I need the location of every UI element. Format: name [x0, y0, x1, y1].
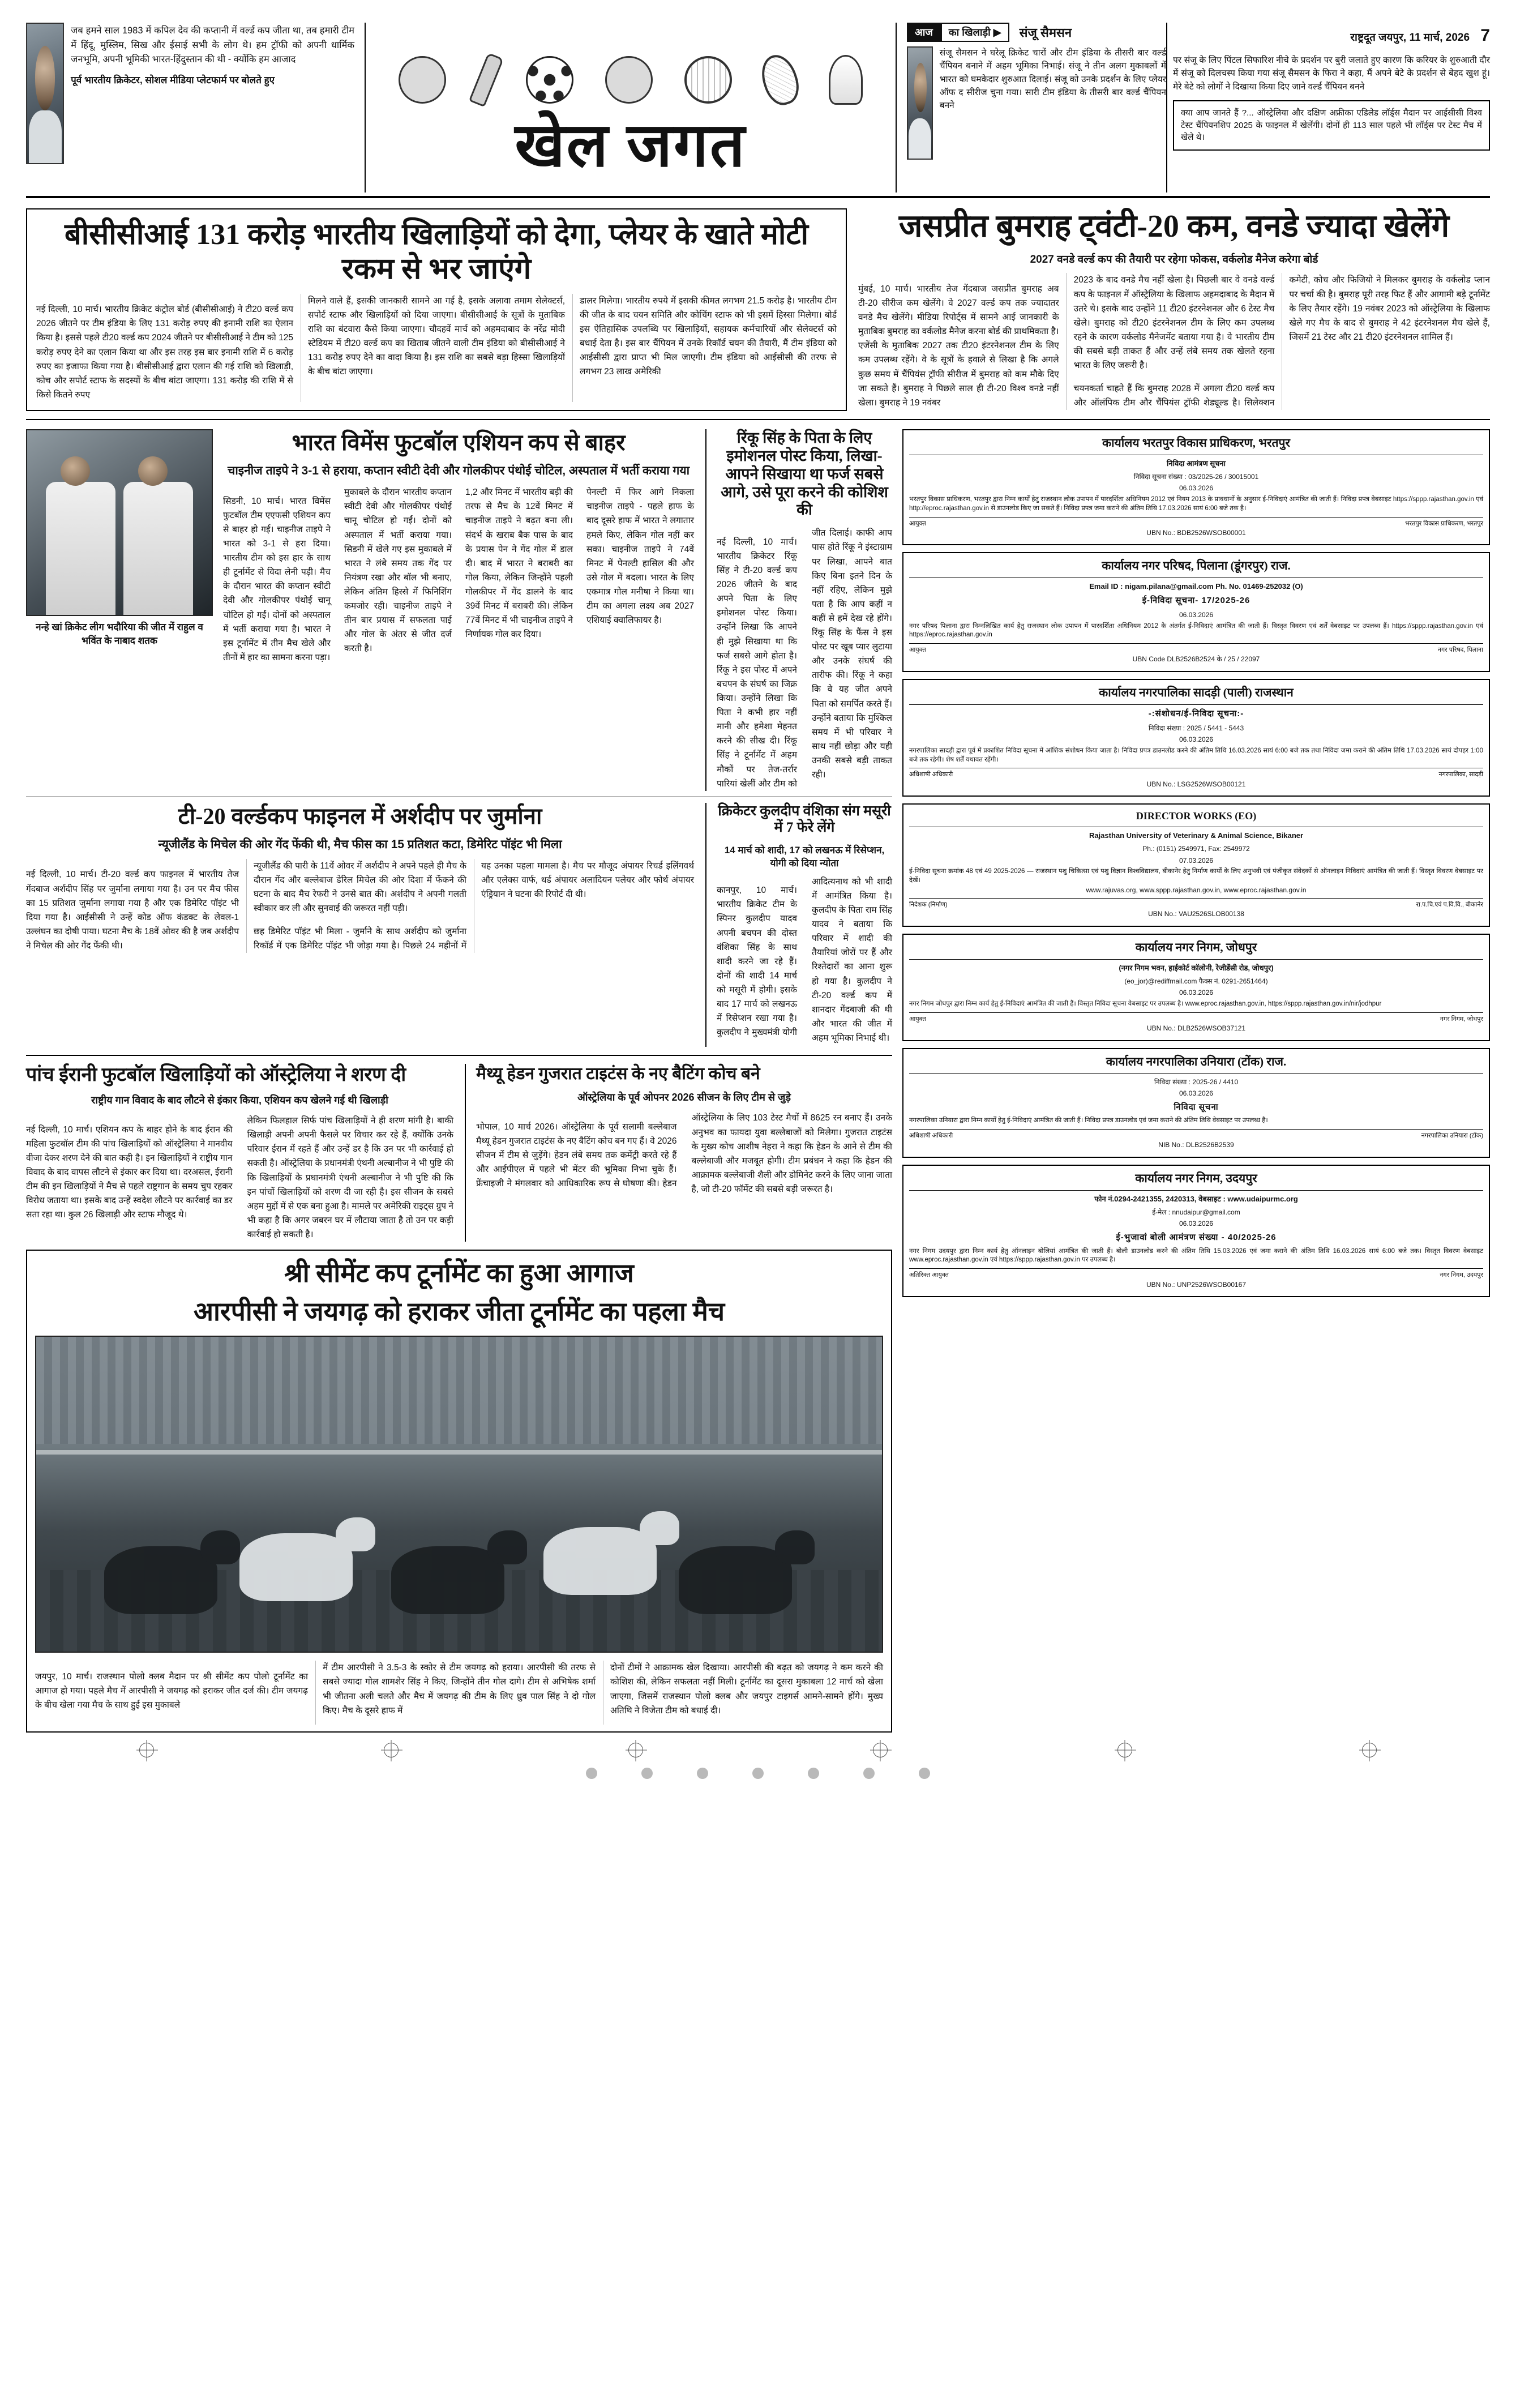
player-tag-aaj: आज	[907, 23, 941, 42]
ad-office: भरतपुर विकास प्राधिकरण, भरतपुर	[1404, 520, 1483, 527]
cricket-bat-icon	[468, 52, 503, 107]
ad-signatory: अतिरिक्त आयुक्त	[909, 1272, 949, 1279]
masthead-right-text: पर संजू के लिए पिंटल सिफारिश नीचे के प्रदर्शन पर बुरी जलाते हुए कारण कि करियर के शुरुआती दौर में संजू को दिलचस्प किया गया संजू सैमसन के फिरा ने कहा, मैं अपने बेटे के प्रदर्शन से बेहद खुश हूं। मेरे बेटे को लोगों ने दिखाया किया दिए जाने वर्ल्ड चैंपियन बनने	[1173, 55, 1490, 92]
ad-notice-heading: ई-भुजावां बोली आमंत्रण संख्या - 40/2025-26	[1116, 1232, 1277, 1242]
feature-headline-2: आरपीसी ने जयगढ़ को हराकर जीता टूर्नामेंट का पहला मैच	[193, 1297, 725, 1327]
ad-office: नगर निगम, उदयपुर	[1440, 1272, 1483, 1279]
shuttlecock-icon	[829, 55, 863, 105]
arshdeep-kuldeep-row	[26, 803, 892, 1047]
bumrah-body	[858, 273, 1490, 409]
polo-horse-5	[679, 1546, 792, 1614]
bcci-headline: बीसीसीआई 131 करोड़ भारतीय खिलाड़ियों को देगा, प्लेयर के खाते मोटी रकम से भर जाएंगे	[65, 219, 808, 286]
iran-subheadline: राष्ट्रीय गान विवाद के बाद लौटने से इंकार किया, एशियन कप खेलने गई थी खिलाड़ी	[91, 1094, 388, 1106]
rinku-body	[717, 526, 892, 790]
ad-signatory: अधिशाषी अधिकारी	[909, 771, 953, 779]
section-divider-3	[26, 1055, 892, 1056]
ad-ubn-code: NIB No.: DLB2526B2539	[1158, 1141, 1234, 1149]
ad-office: नगरपालिका उनियारा (टोंक)	[1421, 1132, 1483, 1140]
article-bumrah	[858, 208, 1490, 411]
masthead-left-quote	[26, 23, 360, 193]
ad-body: नगरपालिका उनियारा द्वारा निम्न कार्यों हेतु ई-निविदाएं आमंत्रित की जाती हैं। निविदा प्रपत्र डाउनलोड एवं जमा कराने की अंतिम तिथि वेबसाइट पर उपलब्ध है।	[909, 1117, 1268, 1124]
ad-ref-line: निविदा संख्या : 2025-26 / 4410	[1154, 1077, 1239, 1086]
ad-ubn-code: UBN No.: BDB2526WSOB00001	[1146, 528, 1246, 537]
ad-body: ई-निविदा सूचना क्रमांक 48 एवं 49 2025-2026 — राजस्थान पशु चिकित्सा एवं पशु विज्ञान विश्वविद्यालय, बीकानेर हेतु निर्माण कार्यों के लिए अनुभवी एवं पंजीकृत संवेदकों से ऑनलाइन निविदाएं आमंत्रित की जाती हैं। विस्तृत विवरण वेबसाइट पर देखें।	[909, 868, 1484, 884]
ad-office: नगरपालिका, सादड़ी	[1438, 771, 1483, 779]
football-col4: पेनल्टी में फिर आगे निकला चाइनीज ताइपे - पहले हाफ के बाद दूसरे हाफ में भारत ने लगातार हमले किए, लेकिन गोल नहीं कर सका। चाइनीज ताइपे ने 74वें मिनट में पेनल्टी हासिल की और उसे गोल में बदला। भारत के लिए एकमात्र गोल मनीषा ने किया था। टीम का अगला लक्ष्य अब 2027 एशियाई क्वालिफायर है।	[586, 487, 694, 626]
ad-body: नगर निगम उदयपुर द्वारा निम्न कार्य हेतु ऑनलाइन बोलियां आमंत्रित की जाती हैं। बोली डाउनलोड करने की अंतिम तिथि 15.03.2026 एवं जमा कराने की अंतिम तिथि 16.03.2026 सायं 6:00 बजे तक। विस्तृत विवरण वेबसाइट www.eproc.rajasthan.gov.in एवं https://sppp.rajasthan.gov.in पर उपलब्ध है।	[909, 1247, 1483, 1264]
registration-mark	[628, 1743, 643, 1757]
photo-caption: नन्हे खां क्रिकेट लीग भदौरिया की जीत में राहुल व भविंत के नाबाद शतक	[36, 621, 203, 646]
main-content-grid	[26, 429, 1490, 1733]
feature-col2: में टीम आरपीसी ने 3.5-3 के स्कोर से टीम जयगढ़ को हराया। आरपीसी की तरफ से सबसे ज्यादा गोल शामशेर सिंह ने किए, जिन्होंने तीन गोल दागे। टीम से अभिषेक शर्मा भी जीतना अली चलते और मैच में जयगढ़ की टीम के लिए ध्रुव पाल सिंह ने दो गोल किए। मैच के दूसरे हाफ में	[323, 1663, 596, 1716]
arshdeep-subheadline: न्यूजीलैंड के मिचेल की ओर गेंद फेंकी थी, मैच फीस का 15 प्रतिशत कटा, डिमेरिट पॉइंट भी मिला	[158, 837, 562, 851]
ad-title: कार्यालय नगर परिषद, पिलाना (डूंगरपुर) राज.	[909, 558, 1483, 578]
registration-mark	[1117, 1743, 1132, 1757]
feature-headline-1: श्री सीमेंट कप टूर्नामेंट का हुआ आगाज	[284, 1259, 634, 1288]
iran-body	[26, 1114, 453, 1242]
ad-date: 06.03.2026	[1179, 611, 1214, 619]
arshdeep-col1: नई दिल्ली, 10 मार्च। टी-20 वर्ल्ड कप फाइनल में भारतीय तेज गेंदबाज अर्शदीप सिंह पर जुर्माना लगाया गया है। उन पर मैच फीस का 15 प्रतिशत जुर्माना लगाया गया है और एक डिमेरिट पॉइंट भी दिया गया है। आईसीसी ने उन्हें कोड ऑफ कंडक्ट के लेवल-1 उल्लंघन का दोषी पाया। घटना मैच के 18वें ओवर की है जब अर्शदीप ने मिचेल की ओर गेंद फेंकी थी।	[26, 870, 239, 951]
ad-signatory: आयुक्त	[909, 520, 926, 527]
ad-subtitle: निविदा आमंत्रण सूचना	[1167, 459, 1226, 468]
photo-crowd-band	[36, 1337, 882, 1444]
player-tag-ka-khiladi: का खिलाड़ी ▶	[941, 23, 1009, 42]
ad-email[interactable]: ई-मेल : nnudaipur@gmail.com	[1152, 1208, 1240, 1216]
bumrah-col2: 2023 के बाद वनडे मैच नहीं खेला है। पिछली बार वे वनडे वर्ल्ड कप के फाइनल में ऑस्ट्रेलिया के खिलाफ अहमदाबाद के मैदान में उतरे थे। इसके बाद उन्होंने 11 टी20 इंटरनेशनल और 6 टेस्ट मैच खेले। बुमराह को टी20 इंटरनेशनल टीम के लिए कम उपलब्ध रहने के कारण वर्कलोड मैनेजमेंट बताया गया है। वे भारतीय टीम की सबसे बड़ी ताकत हैं और उन्हें लंबे समय तक खेलते रहना भारत के लिए जरूरी है।	[1073, 275, 1275, 371]
ad-subtitle: (नगर निगम भवन, हाईकोर्ट कॉलोनी, रेजीडेंसी रोड, जोधपुर)	[1119, 964, 1274, 972]
ad-date: 06.03.2026	[1179, 1089, 1214, 1098]
masthead	[26, 23, 1490, 198]
hayden-subheadline: ऑस्ट्रेलिया के पूर्व ओपनर 2026 सीजन के लिए टीम से जुड़े	[577, 1092, 791, 1104]
ad-nagarpalika-uniyara	[902, 1048, 1490, 1158]
calibration-dot	[641, 1768, 653, 1779]
cricket-ball-icon	[399, 56, 446, 104]
section-divider-1	[26, 419, 1490, 420]
calibration-dot	[863, 1768, 875, 1779]
sports-icons-strip	[366, 46, 896, 114]
cricket-league-photo	[26, 429, 213, 616]
rinku-headline: रिंकू सिंह के पिता के लिए इमोशनल पोस्ट किया, लिखा- आपने सिखाया था फर्ज सबसे आगे, उसे पूरा करने की कोशिश की	[721, 429, 888, 519]
ad-ref-line: Ph.: (0151) 2549971, Fax: 2549972	[1142, 844, 1250, 853]
ad-signatory: आयुक्त	[909, 1015, 926, 1023]
ad-body: नगर निगम जोधपुर द्वारा निम्न कार्य हेतु ई-निविदाएं आमंत्रित की जाती हैं। विस्तृत निविदा सूचना वेबसाइट पर उपलब्ध है। www.eproc.rajasthan.gov.in, https://sppp.rajasthan.gov.in/nir/jodhpur	[909, 1000, 1382, 1008]
football-body	[223, 485, 694, 665]
polo-horse-1	[104, 1546, 217, 1614]
kuldeep-text: कानपुर, 10 मार्च। भारतीय क्रिकेट टीम के स्पिनर कुलदीप यादव अपनी बचपन की दोस्त वंशिका सिंह के साथ शादी करने जा रहे हैं। दोनों की शादी 14 मार्च को मसूरी में होगी। इसके बाद 17 मार्च को लखनऊ में रिसेप्शन रखा गया है। कुलदीप ने मुख्यमंत्री योगी आदित्यनाथ को भी शादी में आमंत्रित किया है। कुलदीप के पिता राम सिंह यादव ने बताया कि परिवार में शादी की तैयारियां जोरों पर हैं और रिश्तेदारों का आना शुरू हो गया है। कुलदीप ने टी-20 वर्ल्ड कप में शानदार गेंदबाजी की थी और भारत की जीत में अहम भूमिका निभाई थी।	[717, 876, 892, 1043]
ad-office: नगर परिषद, पिलाना	[1437, 647, 1483, 654]
ad-ubn-code: UBN Code DLB2526B2524 के / 25 / 22097	[1132, 655, 1260, 664]
feature-body	[35, 1661, 883, 1725]
feature-col3: दोनों टीमों ने आक्रामक खेल दिखाया। आरपीसी की बढ़त को जयगढ़ ने कम करने की कोशिश की, लेकिन सफलता नहीं मिली। टूर्नामेंट का दूसरा मुकाबला 12 मार्च को खेला जाएगा, जिसमें राजस्थान पोलो क्लब और जयपुर टाइगर्स आमने-सामने होंगे। मुख्य अतिथि ने विजेता टीम को बधाई दी।	[610, 1663, 883, 1716]
ad-ubn-code: UBN No.: DLB2526WSOB37121	[1146, 1024, 1246, 1033]
registration-mark	[384, 1743, 399, 1757]
ad-ubn-code: UBN No.: UNP2526WSOB00167	[1146, 1280, 1247, 1289]
quote-attribution: पूर्व भारतीय क्रिकेटर, सोशल मीडिया प्लेटफार्म पर बोलते हुए	[71, 74, 275, 85]
football-col2: मुकाबले के दौरान भारतीय कप्तान स्वीटी देवी और गोलकीपर पंथोई चानू चोटिल हो गईं। दोनों को अस्पताल में भर्ती कराया गया। सिडनी में खेले गए इस मुकाबले में भारत ने लंबे समय तक गेंद पर नियंत्रण रखा और बॉल भी बनाए, लेकिन अंतिम हिस्से में फिनिशिंग कमजोर रही। चाइनीज ताइपे ने तीन बार प्रयास में सफलता पाई और गोल के अंतर से जीत दर्ज करती है।	[344, 487, 452, 654]
dateline: राष्ट्रदूत जयपुर, 11 मार्च, 2026	[1350, 32, 1470, 44]
ad-body: नगर परिषद पिलाना द्वारा निम्नलिखित कार्य हेतु राजस्थान लोक उपापन में पारदर्शिता अधिनियम 2012 के अंतर्गत ई-निविदाएं आमंत्रित की जाती हैं। विस्तृत विवरण एवं शर्तें वेबसाइट पर उपलब्ध हैं। https://sppp.rajasthan.gov.in एवं https://eproc.rajasthan.gov.in	[909, 622, 1483, 639]
ad-bharatpur-development-authority	[902, 429, 1490, 545]
page-number: 7	[1480, 26, 1490, 45]
polo-match-photo	[35, 1336, 883, 1653]
masthead-right	[1173, 23, 1490, 193]
iran-col2: लेकिन फिलहाल सिर्फ पांच खिलाड़ियों ने ही शरण मांगी है। बाकी खिलाड़ी अपनी अपनी फैसले पर विचार कर रहे हैं, क्योंकि उनके परिवार ईरान में रहते हैं और उन्हें डर है कि उन पर भी कार्रवाई हो सकती है। ऑस्ट्रेलिया के प्रधानमंत्री एंथनी अल्बानीज ने भी पुष्टि की कि खिलाड़ियों के प्रधानमंत्री एंथनी अल्बानीज ने भी पुष्टि की कि इन पांचों खिलाड़ियों को शरण दी जा रही है। इस सीजन के सबसे अहम मुद्दों में से एक बना हुआ है। मामले पर अमेरिकी राइट्स ग्रुप ने भी कहा है कि अगर जबरन घर में लौटाया जाता है तो उन पर कड़ी कार्रवाई हो सकती है।	[247, 1116, 453, 1239]
football-photo-block	[26, 429, 213, 665]
football-col3: 1,2 और मिनट में भारतीय बड़ी की तरफ से मैच के 12वें मिनट में चाइनीज ताइपे ने बढ़त बना ली। संदर्भ के खराब बैक पास के बाद के प्रयास पेन ने गेंद गोल में डाल दी। बाद में भारत ने बराबरी का गोल किया, लेकिन जिन्होंने पहली गोलकीपर में गेंद डालने के बाद 39वें मिनट में बराबरी की। लेकिन 77वें मिनट में भी चाइनीज ताइपे ने निर्णायक गोल कर दिया।	[465, 487, 573, 640]
former-cricketer-portrait	[26, 23, 64, 164]
ad-notice-heading: ई-निविदा सूचना- 17/2025-26	[1142, 596, 1251, 606]
bcci-body	[36, 294, 837, 402]
hayden-text: भोपाल, 10 मार्च 2026। ऑस्ट्रेलिया के पूर्व सलामी बल्लेबाज मैथ्यू हेडन गुजरात टाइटंस के नए बैटिंग कोच बन गए हैं। वे 2026 सीजन में टीम से जुड़ेंगे। हेडन लंबे समय तक कमेंट्री करते रहे हैं और आईपीएल में पहले भी मेंटर की भूमिका निभा चुके हैं। फ्रेंचाइजी ने मंगलवार को आधिकारिक रूप से घोषणा की। हेडन ऑस्ट्रेलिया के लिए 103 टेस्ट मैचों में 8625 रन बनाए हैं। उनके अनुभव का फायदा युवा बल्लेबाजों को मिलेगा। गुजरात टाइटंस के मुख्य कोच आशीष नेहरा ने कहा कि हेडन के आने से टीम की बल्लेबाजी और मजबूत होगी। टीम प्रबंधन ने कहा कि हेडन की आक्रामक बल्लेबाजी शैली और डोमिनेट करने के लिए जाना जाता है, जो टी-20 फॉर्मेट की सबसे बड़ी जरूरत है।	[476, 1113, 892, 1194]
photo-fence-line	[36, 1450, 882, 1455]
did-you-know-box: क्या आप जानते हैं ?... ऑस्ट्रेलिया और दक्षिण अफ्रीका एडिलेड लॉर्ड्स मैदान पर आईसीसी विश्व टेस्ट चैंपियनशिप 2025 के फाइनल में खेलेंगी। दोनों ही 113 साल पहले भी लॉर्ड्स पर टेस्ट मैच में खेले थे।	[1173, 100, 1490, 151]
ad-rajuvas-bikaner	[902, 803, 1490, 927]
registration-mark	[1362, 1743, 1377, 1757]
ad-office: रा.प.चि.एवं प.वि.वि., बीकानेर	[1416, 901, 1483, 909]
classified-ads-column	[902, 429, 1490, 1733]
ad-subtitle: -:संशोधन/ई-निविदा सूचना:-	[1148, 708, 1244, 718]
registration-mark	[139, 1743, 154, 1757]
football-col1: सिडनी, 10 मार्च। भारत विमेंस फुटबॉल टीम एएफसी एशियन कप से बाहर हो गई। चाइनीज ताइपे ने भारत को 3-1 से हरा दिया। भारतीय टीम को इस हार के साथ ही टूर्नामेंट से विदा लेनी पड़ी। मैच के दौरान भारत की कप्तान स्वीटी देवी और गोलकीपर पंथोई चानू चोटिल हो गईं। दोनों को अस्पताल में भर्ती कराया गया है। भारत ने इस टूर्नामेंट में तीन मैच खेले और तीनों में हार का सामना करना पड़ा।	[223, 496, 331, 662]
kuldeep-body	[717, 875, 892, 1047]
football-headline: भारत विमेंस फुटबॉल एशियन कप से बाहर	[292, 429, 626, 455]
ad-nagarpalika-sadri	[902, 679, 1490, 797]
arshdeep-col2: न्यूजीलैंड की पारी के 11वें ओवर में अर्शदीप ने अपने पहले ही मैच के दौरान गेंद और बल्लेबाज डेरिल मिचेल की ओर दिशा में फेंकने की घटना के बाद मैच रेफरी ने उनसे बात की। अर्शदीप ने अपनी गलती स्वीकार कर ली और सुनवाई की जरूरत नहीं पड़ी।	[254, 861, 466, 914]
ad-title: DIRECTOR WORKS (EO)	[909, 809, 1483, 827]
article-hayden	[465, 1064, 892, 1242]
football-and-rinku-row	[26, 429, 892, 791]
ad-ubn-code: UBN No.: LSG2526WSOB00121	[1146, 780, 1246, 788]
article-bcci-prize	[26, 208, 847, 411]
ad-ubn-code: UBN No.: VAU2526SLOB00138	[1148, 910, 1244, 918]
player-of-day-tag	[907, 23, 1166, 42]
ad-date: 06.03.2026	[1179, 989, 1214, 997]
masthead-center	[365, 23, 897, 193]
editorial-column	[26, 429, 892, 1733]
player-of-the-day	[901, 23, 1167, 193]
quote-text: जब हमने साल 1983 में कपिल देव की कप्तानी में वर्ल्ड कप जीता था, तब हमारी टीम में हिंदू, मुस्लिम, सिख और ईसाई सभी के लोग थे। हम ट्रॉफी को अपनी धार्मिक जनभूमि, अपनी भूमिकी भारत-हिंदुस्तान की थी - क्योंकि हम आजाद	[71, 25, 354, 65]
ad-title: कार्यालय नगरपालिका उनियारा (टोंक) राज.	[909, 1054, 1483, 1074]
ad-notice-heading: निविदा सूचना	[1174, 1102, 1219, 1112]
ad-nagar-nigam-jodhpur	[902, 934, 1490, 1041]
calibration-dot	[697, 1768, 708, 1779]
ad-body: भरतपुर विकास प्राधिकरण, भरतपुर द्वारा निम्न कार्यों हेतु राजस्थान लोक उपापन में पारदर्शिता अधिनियम 2012 एवं नियम 2013 के प्रावधानों के अनुसार ई-निविदाएं आमंत्रित की जाती हैं। निविदा प्रपत्र वेबसाइट https://sppp.rajasthan.gov.in एवं http://eproc.rajasthan.gov.in से डाउनलोड किए जा सकते हैं। निविदा प्रपत्र जमा कराने की अंतिम तिथि 17.03.2026 सायं 6:00 बजे तक है।	[909, 495, 1483, 512]
iran-col1: नई दिल्ली, 10 मार्च। एशियन कप के बाहर होने के बाद ईरान की महिला फुटबॉल टीम की पांच खिलाड़ियों को ऑस्ट्रेलिया ने मानवीय वीजा देकर शरण देने की बात कही है। इन खिलाड़ियों ने राष्ट्रीय गान विवाद के बाद वापस लौटने से इंकार कर दिया था। दरअसल, ईरानी टीम की इन खिलाड़ियों ने मैच से पहले राष्ट्रगान के समय चुप रहकर विरोध जताया था। इसके बाद उन्हें स्वदेश लौटने पर कार्रवाई का डर सता रहा था। कुल 26 खिलाड़ी और स्टाफ मौजूद थे।	[26, 1124, 233, 1220]
player-name: संजू सैमसन	[1019, 25, 1072, 40]
player-head-a	[61, 456, 90, 486]
ad-title: कार्यालय नगर निगम, उदयपुर	[909, 1170, 1483, 1191]
football-subheadline: चाइनीज ताइपे ने 3-1 से हराया, कप्तान स्वीटी देवी और गोलकीपर पंथोई चोटिल, अस्पताल में भर्ती कराया गया	[227, 464, 690, 478]
ad-date: 06.03.2026	[1179, 735, 1214, 744]
ad-nagar-parishad-pilana	[902, 552, 1490, 672]
player-text: संजू सैमसन ने घरेलू क्रिकेट चारों और टीम इंडिया के तीसरी बार वर्ल्ड चैंपियन बनाने में अहम भूमिका निभाई। संजू ने तीन अलग मुकाबलों में भारत को घमकेदार शुरुआत दिलाई। संजू को उनके प्रदर्शन के लिए प्लेयर ऑफ द सीरीज चुना गया। सारी टीम इंडिया के तीसरी बार वर्ल्ड चैंपियन बनने	[939, 48, 1166, 110]
polo-horse-4	[543, 1527, 657, 1595]
ad-subtitle: Email ID : nigam.pilana@gmail.com Ph. No. 01469-252032 (O)	[1089, 582, 1303, 591]
tennis-racket-icon	[756, 50, 804, 109]
bumrah-headline: जसप्रीत बुमराह ट्वंटी-20 कम, वनडे ज्यादा खेलेंगे	[898, 209, 1450, 244]
ad-ref-line: निविदा संख्या : 2025 / 5441 - 5443	[1148, 724, 1244, 732]
player-figure-a	[46, 482, 116, 615]
player-figure-b	[123, 482, 194, 615]
bumrah-col1: मुंबई, 10 मार्च। भारतीय तेज गेंदबाज जसप्रीत बुमराह अब टी-20 सीरीज कम खेलेंगे। वे 2027 वर्ल्ड कप तक ज्यादातर वनडे मैच खेलेंगे। मीडिया रिपोर्ट्स में सामने आई जानकारी के मुताबिक बुमराह का वर्कलोड मैनेज करना बोर्ड की प्राथमिकता है। एजेंसी के मुताबिक 2027 तक टी20 इंटरनेशनल टीम के लिए कम उपलब्ध रहेंगे। वे के सूत्रों के हवाले से लिखा है कि अगले कुछ समय में चैंपियंस ट्रॉफी सीरीज में बुमराह को कम मौके दिए जा सकते हैं। बुमराह ने पिछले साल ही टी-20 विश्व वनडे नहीं खेला। बुमराह ने 19 नवंबर	[858, 284, 1059, 408]
calibration-dot	[752, 1768, 764, 1779]
quote-text-block	[71, 23, 354, 193]
tennis-ball-icon	[605, 56, 653, 104]
article-polo-feature	[26, 1250, 892, 1733]
dateline-row	[1173, 23, 1490, 48]
ad-signatory: आयुक्त	[909, 647, 926, 654]
masthead-title: खेल जगत	[515, 112, 747, 179]
calibration-dot	[919, 1768, 930, 1779]
iran-headline: पांच ईरानी फुटबॉल खिलाड़ियों को ऑस्ट्रेलिया ने शरण दी	[26, 1064, 406, 1086]
kuldeep-subheadline: 14 मार्च को शादी, 17 को लखनऊ में रिसेप्शन, योगी को दिया न्योता	[724, 844, 885, 869]
player-photo	[907, 46, 933, 160]
bumrah-col3: चयनकर्ता चाहते हैं कि बुमराह 2028 में अगला टी20 वर्ल्ड कप और ऑलंपिक टीम और चैंपियंस ट्रॉफी शेड्यूल्ड है। सिलेक्शन कमेटी, कोच और फिजियो ने मिलकर बुमराह के वर्कलोड प्लान पर चर्चा की है। बुमराह पूरी तरह फिट हैं और आगामी बड़े टूर्नामेंट के लिए तैयार रहेंगे। 19 नवंबर 2023 को ऑस्ट्रेलिया के खिलाफ खेले गए मैच के बाद से बुमराह ने 42 इंटरनेशनल मैच खेले हैं, जिसमें 21 टेस्ट और 21 टी20 इंटरनेशनल शामिल हैं।	[1073, 275, 1490, 408]
player-head-b	[138, 456, 168, 486]
ad-title: कार्यालय नगरपालिका सादड़ी (पाली) राजस्थान	[909, 685, 1483, 705]
hayden-body	[476, 1111, 892, 1198]
ad-ref-line: निविदा सूचना संख्या : 03/2025-26 / 30015001	[1133, 472, 1259, 481]
ad-subtitle: Rajasthan University of Veterinary & Animal Science, Bikaner	[1089, 831, 1304, 840]
arshdeep-col3: छह डिमेरिट पॉइंट भी मिला - जुर्माने के साथ अर्शदीप को जुर्माना रिकॉर्ड में एक डिमेरिट पॉइंट भी जोड़ा गया है। पिछले 24 महीनों में यह उनका पहला मामला है। मैच पर मौजूद अंपायर रिचर्ड इलिंगवर्थ और एलेक्स वार्फ, थर्ड अंपायर अलादियन पलेयर और फोर्थ अंपायर एंड्रियान ने घटना की रिपोर्ट दी थी।	[254, 861, 694, 951]
article-kuldeep	[705, 803, 892, 1047]
article-womens-football	[26, 429, 694, 791]
ad-date: 06.03.2026	[1179, 1220, 1214, 1228]
arshdeep-body	[26, 859, 694, 953]
registration-marks	[26, 1743, 1490, 1757]
ad-date: 06.03.2026	[1179, 484, 1214, 493]
feature-col1: जयपुर, 10 मार्च। राजस्थान पोलो क्लब मैदान पर श्री सीमेंट कप पोलो टूर्नामेंट का आगाज हो गया। पहले मैच में आरपीसी ने जयगढ़ को हराकर जीत दर्ज की। टीम जयगढ़ के बीच खेला गया मैच के साथ हुई इस मुकाबले	[35, 1671, 308, 1710]
arshdeep-headline: टी-20 वर्ल्डकप फाइनल में अर्शदीप पर जुर्माना	[178, 803, 542, 829]
registration-mark	[873, 1743, 888, 1757]
ad-title: कार्यालय नगर निगम, जोधपुर	[909, 939, 1483, 960]
ad-signatory: अधिशाषी अधिकारी	[909, 1132, 953, 1140]
ad-contact-line: (eo_jor)@rediffmail.com फैक्स नं. 0291-2651464)	[1124, 977, 1268, 985]
lead-stories-row	[26, 208, 1490, 411]
ad-website[interactable]: www.rajuvas.org, www.sppp.rajasthan.gov.in, www.eproc.rajasthan.gov.in	[1086, 886, 1307, 894]
bcci-col1: नई दिल्ली, 10 मार्च। भारतीय क्रिकेट कंट्रोल बोर्ड (बीसीसीआई) ने टी20 वर्ल्ड कप 2026 जीतने पर टीम इंडिया के लिए 131 करोड़ रुपए की इनामी राशि का ऐलान किया है। इससे पहले टी20 वर्ल्ड कप 2024 जीतने पर बीसीसीआई ने टीम को 125 करोड़ रुपए देने का एलान किया था और इस तरह इस बार इनामी राशि में 6 करोड़ रुपए का इजाफा किया गया है। बीसीसीआई द्वारा एलान की गई राशि को खिलाड़ी, कोच और सपोर्ट स्टाफ के सदस्यों के बीच बांटा जाएगा। 131 करोड़ की राशि में से किसे कितने रुपए	[36, 305, 293, 400]
basketball-hoop-icon	[684, 56, 732, 104]
kuldeep-headline: क्रिकेटर कुलदीप वंशिका संग मसूरी में 7 फेरे लेंगे	[718, 803, 891, 836]
ad-signatory: निदेशक (निर्माण)	[909, 901, 948, 909]
iran-hayden-row	[26, 1064, 892, 1242]
ad-title: कार्यालय भरतपुर विकास प्राधिकरण, भरतपुर	[909, 435, 1483, 455]
rinku-text: नई दिल्ली, 10 मार्च। भारतीय क्रिकेटर रिंकू सिंह ने टी-20 वर्ल्ड कप 2026 जीतने के बाद अपने पिता के लिए इमोशनल पोस्ट किया। उन्होंने लिखा कि आपने ही मुझे सिखाया था कि फर्ज सबसे आगे होता है। रिंकू ने इस पोस्ट में अपने बचपन के संघर्ष का जिक्र किया। उन्होंने लिखा कि पिता ने कभी हार नहीं मानी और हमेशा मेहनत करने की सीख दी। रिंकू सिंह ने टूर्नामेंट में अहम मौकों पर तेज-तर्रार पारियां खेलीं और टीम को जीत दिलाई। काफी आप पास होते रिंकू ने इंस्टाग्राम पर लिखा, आपने बात किए बिना इतने दिन के नहीं रहिए, लेकिन मुझे पता है कि आप कहीं न कहीं से हमें देख रहे होंगे। रिंकू सिंह के फैंस ने इस पोस्ट पर खूब प्यार लुटाया और उनके संघर्ष की तारीफ की। रिंकू ने कहा कि वे यह जीत अपने पिता को समर्पित करते हैं। उन्होंने बताया कि मुश्किल समय में भी परिवार ने साथ नहीं छोड़ा और यही उनकी सबसे बड़ी ताकत रही।	[717, 528, 892, 789]
polo-horse-3	[391, 1546, 504, 1614]
ad-date: 07.03.2026	[1179, 856, 1214, 865]
ad-body: नगरपालिका सादड़ी द्वारा पूर्व में प्रकाशित निविदा सूचना में आंशिक संशोधन किया जाता है। निविदा प्रपत्र डाउनलोड करने की अंतिम तिथि 16.03.2026 सायं 6:00 बजे तक तथा निविदा जमा कराने की अंतिम तिथि 17.03.2026 सायं दोपहर 1:00 बजे तक रहेगी। शेष शर्तें यथावत रहेंगी।	[909, 747, 1483, 763]
football-icon	[526, 56, 573, 104]
polo-horse-2	[239, 1533, 353, 1601]
bcci-col2: मिलने वाले हैं, इसकी जानकारी सामने आ गई है, इसके अलावा तमाम सेलेक्टर्स, सपोर्ट स्टाफ और खिलाड़ियों को दिया जाएगा। बीसीसीआई के सूत्रों के मुताबिक राशि का बंटवारा कैसे किया जाएगा। चौदहवें मार्च को अहमदाबाद के नरेंद्र मोदी स्टेडियम में टी20 वर्ल्ड कप का खिताब जीतने वाली टीम इंडिया को बीसीसीआई ने 131 करोड़ रुपए देने का वादा किया है। इस राशि का सबसे बड़ा हिस्सा खिलाड़ियों के बीच बांटा जाएगा।	[308, 296, 565, 377]
article-iran-football	[26, 1064, 453, 1242]
color-calibration-dots	[26, 1768, 1490, 1779]
ad-subtitle: फोन नं.0294-2421355, 2420313, वेबसाइट : www.udaipurmc.org	[1094, 1194, 1298, 1203]
bcci-col3: डालर मिलेगा। भारतीय रुपये में इसकी कीमत लगभग 21.5 करोड़ है। भारतीय टीम की जीत के बाद चयन समिति और कोचिंग स्टाफ को भी इसमें हिस्सा मिलेगा। बोर्ड इस ऐतिहासिक उपलब्धि पर खिलाड़ियों, सहायक कर्मचारियों और सेलेक्टर्स को बधाई देता है। इस बार चैंपियन में उनके रिकॉर्ड चयन की तैयारी, मैं टीम इंडिया को आईसीसी द्वारा प्राप्त भी मिल जाएगी। टीम इंडिया को आईसीसी की तरफ से लगभग 23 लाख अमेरिकी	[580, 296, 837, 377]
hayden-headline: मैथ्यू हेडन गुजरात टाइटंस के नए बैटिंग कोच बने	[476, 1064, 760, 1084]
article-rinku	[705, 429, 892, 791]
calibration-dot	[586, 1768, 597, 1779]
bumrah-subheadline: 2027 वनडे वर्ल्ड कप की तैयारी पर रहेगा फोकस, वर्कलोड मैनेज करेगा बोर्ड	[1030, 254, 1318, 266]
article-arshdeep	[26, 803, 694, 1047]
ad-nagar-nigam-udaipur	[902, 1165, 1490, 1297]
ad-office: नगर निगम, जोधपुर	[1440, 1015, 1483, 1023]
calibration-dot	[808, 1768, 819, 1779]
